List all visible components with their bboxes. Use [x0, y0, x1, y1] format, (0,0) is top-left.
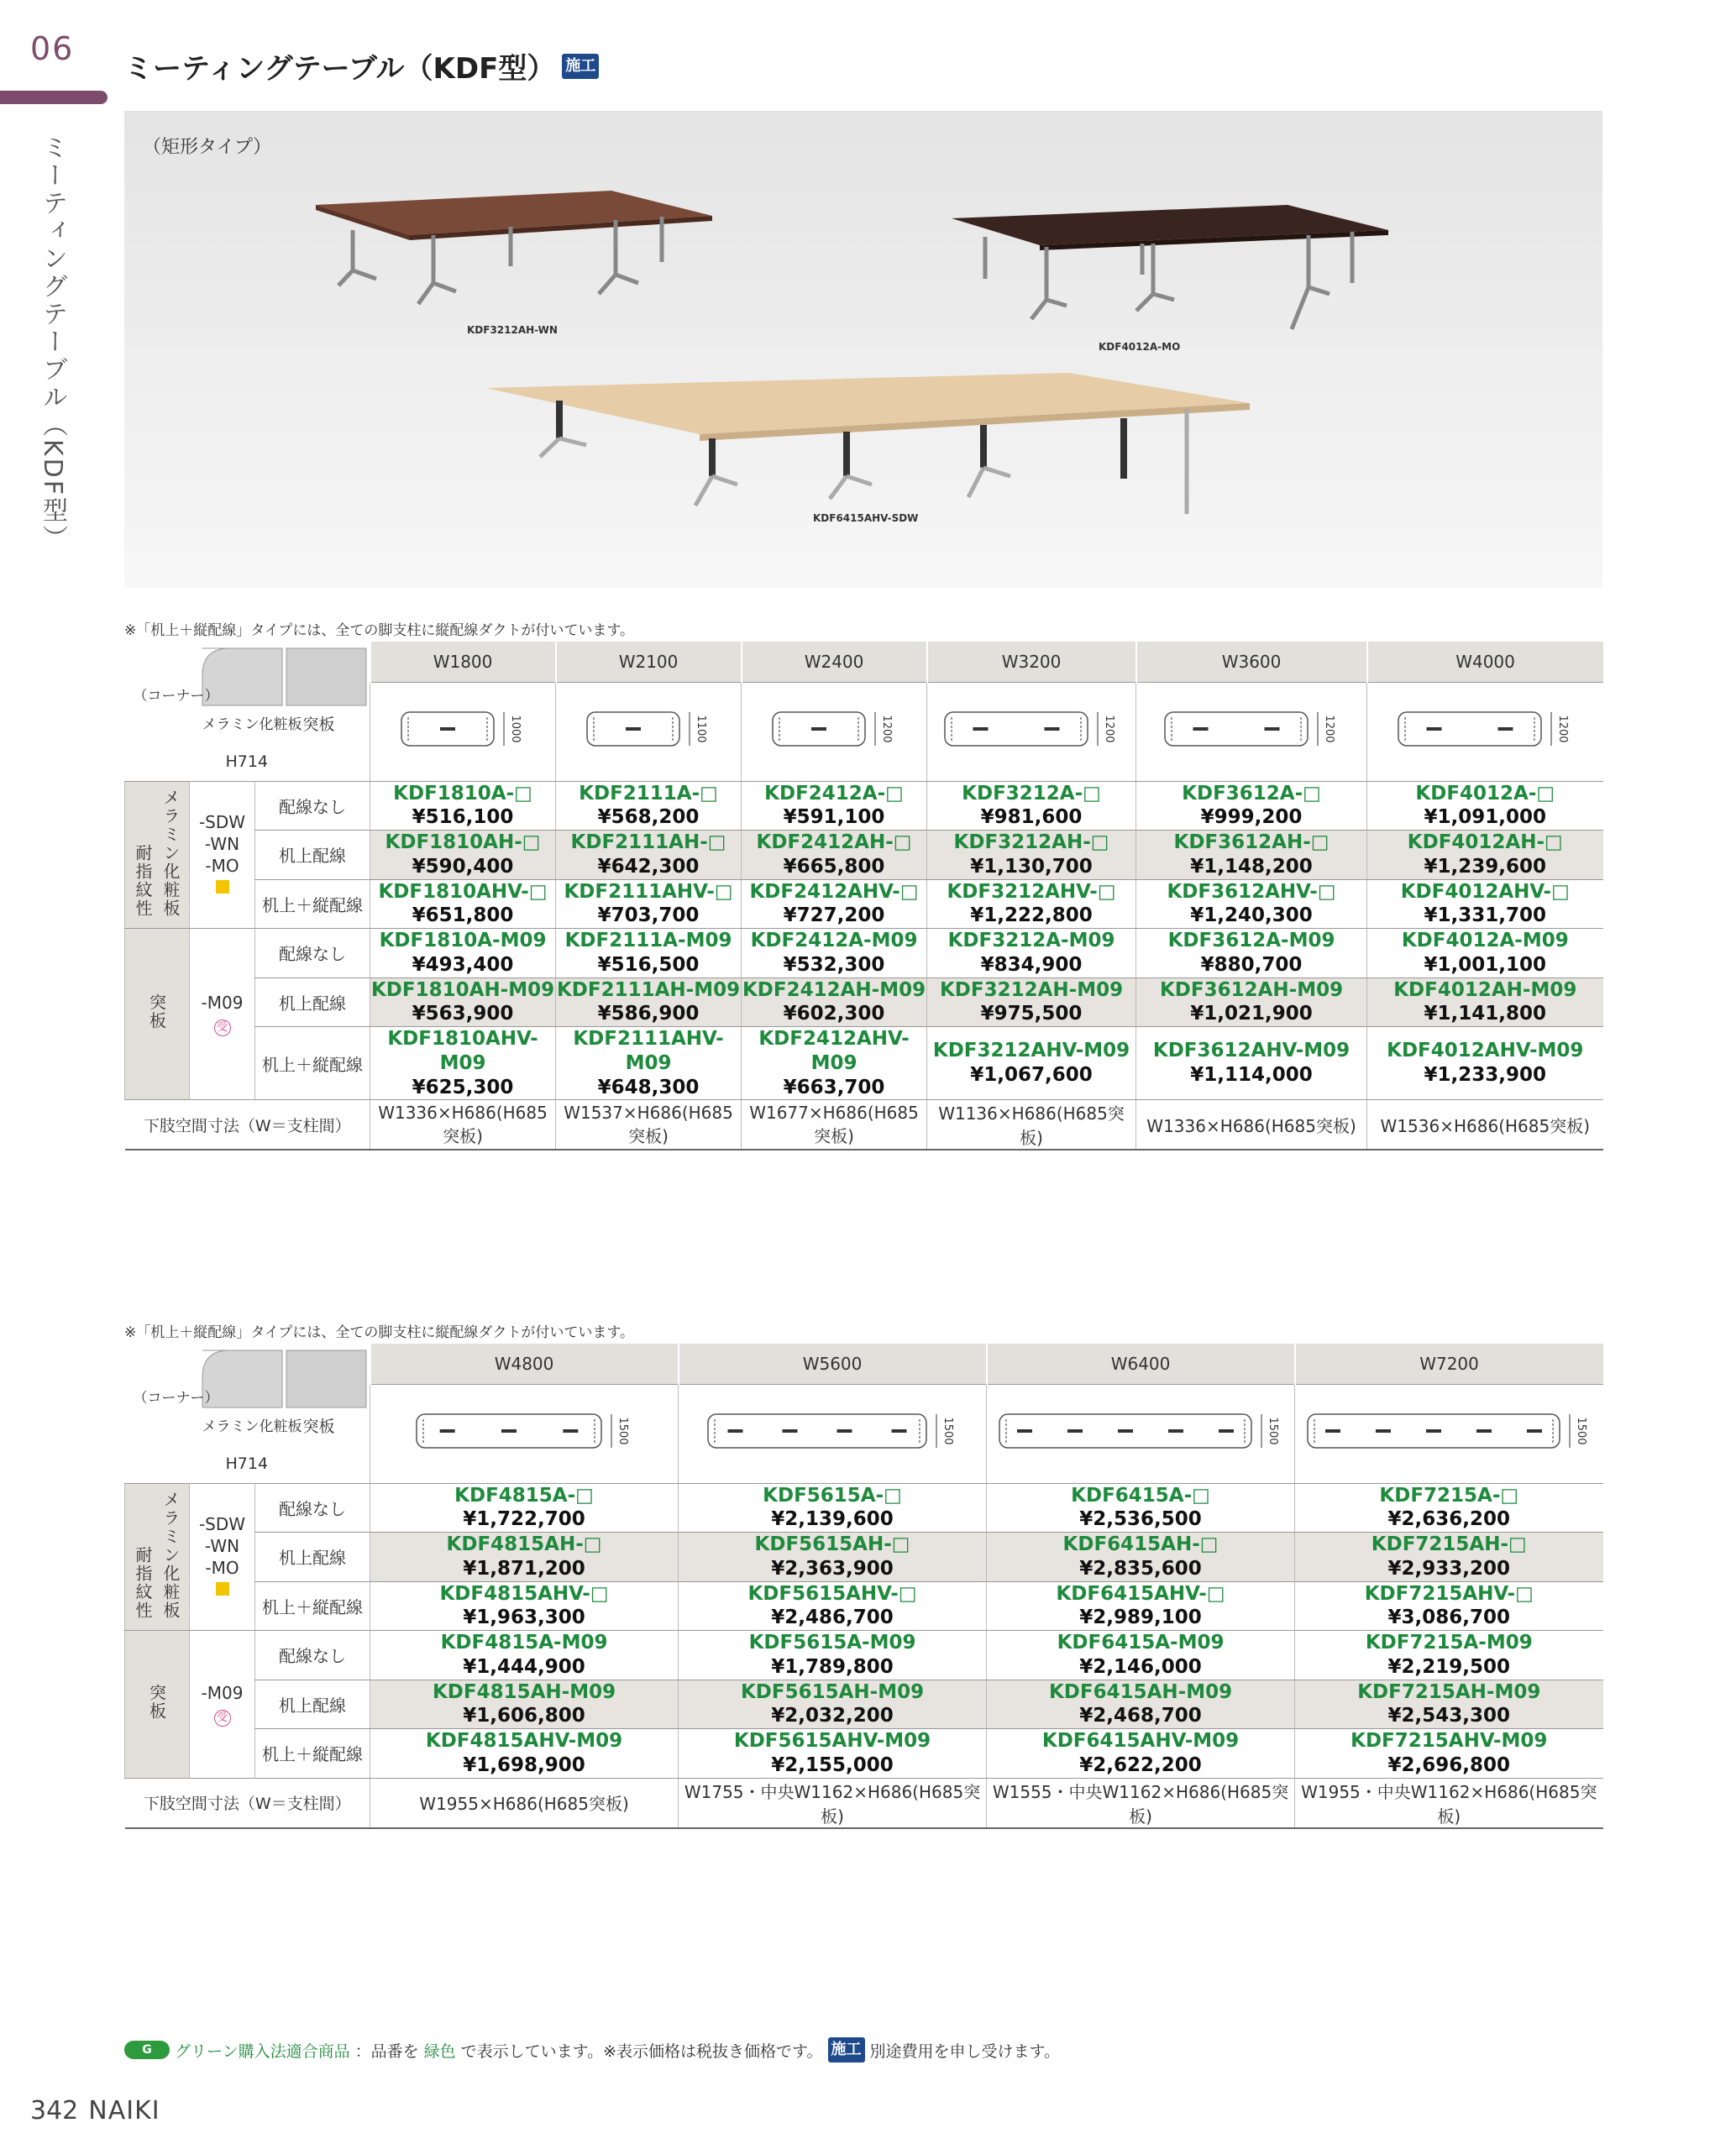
product-price: ¥2,363,900	[771, 1557, 894, 1580]
price-cell	[927, 978, 1136, 1027]
svg-text:1200: 1200	[1556, 715, 1570, 743]
product-code: KDF2412A-□	[764, 782, 904, 805]
price-cell	[987, 1680, 1295, 1729]
price-cell	[679, 1581, 987, 1631]
price-cell	[927, 831, 1136, 880]
table-plan-diagram	[771, 700, 897, 759]
wiring-type: 机上＋縦配線	[255, 1581, 370, 1631]
svg-text:1000: 1000	[509, 715, 522, 743]
product-price: ¥625,300	[412, 1076, 514, 1098]
table-plan-diagram	[706, 1402, 958, 1461]
product-code: KDF3612AHV-□	[1167, 880, 1336, 903]
product-price: ¥1,331,700	[1424, 904, 1547, 927]
product-price: ¥493,400	[412, 953, 514, 976]
wiring-type: 配線なし	[255, 1484, 370, 1533]
product-code: KDF4012AHV-□	[1400, 880, 1570, 903]
product-price: ¥516,500	[597, 953, 700, 976]
svg-text:1500: 1500	[616, 1417, 630, 1445]
price-cell	[742, 831, 927, 880]
product-price: ¥981,600	[980, 806, 1083, 829]
product-price: ¥2,536,500	[1079, 1508, 1202, 1531]
price-cell	[1136, 831, 1367, 880]
green-logo-icon: G	[124, 2041, 170, 2059]
product-price: ¥642,300	[597, 855, 700, 878]
finish-codes: -SDW -WN -MO	[198, 1514, 246, 1578]
product-price: ¥2,468,700	[1079, 1705, 1202, 1727]
product-price: ¥2,486,700	[771, 1607, 894, 1629]
product-price: ¥648,300	[597, 1076, 700, 1098]
wiring-type: 机上配線	[255, 1533, 370, 1582]
page-number: 342 NAIKI	[30, 2096, 160, 2125]
price-cell	[679, 1533, 987, 1582]
product-code: KDF4012AH-□	[1407, 831, 1563, 853]
product-code: KDF1810A-□	[393, 782, 532, 805]
finish-melamine	[190, 1484, 255, 1631]
knee-space-value: W1336×H686(H685突板)	[1136, 1100, 1367, 1151]
product-code: KDF5615A-□	[763, 1484, 902, 1507]
table-plan-diagram	[585, 700, 711, 759]
footer-text-3: 別途費用を申し受けます。	[869, 2042, 1061, 2061]
finish-code-m09: -M09	[201, 1682, 244, 1703]
product-price: ¥2,146,000	[1079, 1655, 1202, 1678]
knee-space-label: 下肢空間寸法（W＝支柱間）	[125, 1778, 370, 1828]
tsukiita-sample-label: 突板	[302, 715, 335, 734]
price-cell	[370, 831, 556, 880]
note-2: ※「机上＋縦配線」タイプには、全ての脚支柱に縦配線ダクトが付いています。	[124, 1324, 635, 1341]
price-table-1	[124, 642, 1603, 1151]
product-code: KDF4815AHV-□	[439, 1582, 609, 1605]
table-plan-diagram	[1397, 700, 1573, 759]
group-melamine	[125, 782, 190, 929]
footer-text-2: で表示しています。※表示価格は税抜き価格です。	[460, 2042, 823, 2061]
product-price: ¥2,543,300	[1387, 1705, 1511, 1727]
plan-cell	[556, 682, 742, 781]
price-cell	[1295, 1680, 1603, 1729]
plan-cell	[679, 1384, 987, 1483]
product-code: KDF7215A-□	[1379, 1484, 1519, 1507]
product-price: ¥586,900	[597, 1003, 700, 1025]
product-price: ¥1,021,900	[1190, 1003, 1313, 1025]
product-price: ¥563,900	[412, 1003, 514, 1025]
price-cell	[1136, 782, 1367, 831]
knee-space-label: 下肢空間寸法（W＝支柱間）	[125, 1100, 370, 1151]
product-code: KDF2111A-□	[579, 782, 718, 805]
group-melamine-label: メラミン化粧板	[160, 1490, 181, 1620]
price-cell	[742, 1027, 927, 1100]
price-cell	[1367, 782, 1603, 831]
group-melamine-sub: 耐指紋性	[133, 1545, 153, 1620]
svg-text:1500: 1500	[1575, 1417, 1588, 1445]
product-code: KDF2111AHV-□	[564, 880, 733, 903]
product-code: KDF2111AHV-M09	[573, 1028, 724, 1074]
price-cell	[1367, 879, 1603, 929]
svg-text:1200: 1200	[1103, 715, 1116, 743]
color-square-icon	[216, 880, 229, 894]
caption-kdf4012a: KDF4012A-MO	[1099, 341, 1181, 353]
product-price: ¥1,871,200	[463, 1557, 585, 1580]
finish-codes: -SDW -WN -MO	[198, 812, 246, 876]
price-cell	[370, 782, 556, 831]
product-code: KDF6415AH-M09	[1048, 1680, 1233, 1703]
plan-cell	[1136, 682, 1367, 781]
product-code: KDF5615A-M09	[748, 1632, 916, 1654]
corner-label: （コーナー）	[133, 688, 219, 705]
width-w5600: W5600	[679, 1344, 987, 1384]
product-photo	[124, 111, 1602, 588]
plan-cell	[987, 1384, 1295, 1483]
photo-label: （矩形タイプ）	[143, 137, 272, 158]
price-table-2	[124, 1344, 1603, 1829]
product-code: KDF5615AHV-□	[747, 1582, 917, 1605]
wiring-type: 配線なし	[255, 1631, 370, 1680]
table-plan-diagram	[415, 1402, 633, 1461]
svg-text:1200: 1200	[880, 715, 894, 743]
product-price: ¥703,700	[597, 904, 700, 927]
product-price: ¥834,900	[980, 953, 1083, 976]
melamine-sample-label: メラミン化粧板	[202, 716, 302, 733]
footer-sekou-badge: 施工	[828, 2037, 865, 2063]
product-code: KDF6415A-M09	[1057, 1632, 1225, 1654]
product-code: KDF3612AH-M09	[1159, 978, 1344, 1001]
wiring-type: 机上＋縦配線	[255, 1729, 370, 1779]
price-cell	[1295, 1581, 1603, 1631]
group-tsukiita	[125, 1631, 190, 1779]
product-code: KDF4815AH-□	[446, 1533, 602, 1555]
product-code: KDF1810AH-□	[385, 831, 541, 853]
product-price: ¥1,233,900	[1424, 1064, 1547, 1087]
width-w6400: W6400	[987, 1344, 1295, 1384]
product-code: KDF3612AH-□	[1173, 831, 1330, 853]
product-price: ¥602,300	[783, 1003, 885, 1025]
product-price: ¥663,700	[783, 1076, 885, 1098]
product-price: ¥2,219,500	[1387, 1655, 1511, 1678]
product-price: ¥1,444,900	[463, 1655, 585, 1678]
product-price: ¥665,800	[783, 855, 885, 878]
product-code: KDF6415AH-□	[1062, 1533, 1219, 1555]
product-code: KDF2412AH-M09	[742, 978, 926, 1001]
made-to-order-icon: 受	[214, 1019, 231, 1036]
product-price: ¥1,606,800	[463, 1705, 585, 1727]
price-cell	[556, 1027, 742, 1100]
price-cell	[742, 879, 927, 929]
product-code: KDF3212A-□	[962, 782, 1101, 805]
plan-cell	[742, 682, 927, 781]
footer-green-word: 緑色	[423, 2042, 456, 2061]
product-code: KDF2111AH-□	[570, 831, 726, 853]
color-square-icon	[216, 1582, 229, 1596]
price-cell	[742, 978, 927, 1027]
price-cell	[1295, 1729, 1603, 1779]
vertical-section-title: ミーティングテーブル（KDF型）	[38, 134, 67, 553]
product-code: KDF4012A-□	[1415, 782, 1555, 805]
product-price: ¥1,114,000	[1190, 1064, 1313, 1087]
corner-label-2: （コーナー）	[133, 1390, 219, 1407]
wiring-type: 机上配線	[255, 978, 370, 1027]
price-cell	[927, 1027, 1136, 1100]
product-code: KDF4815AHV-M09	[425, 1730, 623, 1752]
price-cell	[370, 1631, 679, 1680]
price-cell	[556, 782, 742, 831]
product-code: KDF2412AH-□	[756, 831, 912, 853]
price-cell	[987, 1729, 1295, 1779]
sekou-badge: 施工	[562, 54, 599, 79]
melamine-sample-label-2: メラミン化粧板	[202, 1418, 302, 1435]
product-price: ¥1,001,100	[1424, 953, 1547, 976]
product-price: ¥880,700	[1200, 953, 1303, 976]
page-title	[124, 45, 599, 86]
plan-cell	[370, 682, 556, 781]
table-plan-diagram	[998, 1402, 1283, 1461]
product-price: ¥1,130,700	[970, 855, 1093, 878]
product-price: ¥1,067,600	[970, 1064, 1093, 1087]
price-cell	[1136, 1027, 1367, 1100]
price-cell	[1367, 831, 1603, 880]
group-tsukiita-label: 突板	[146, 993, 167, 1031]
product-price: ¥1,722,700	[463, 1508, 585, 1531]
section-number: 06	[30, 30, 75, 67]
price-cell	[1367, 929, 1603, 978]
product-code: KDF4012AH-M09	[1393, 978, 1577, 1001]
product-code: KDF3212A-M09	[947, 930, 1115, 951]
price-cell	[556, 978, 742, 1027]
product-code: KDF3212AHV-□	[947, 880, 1116, 903]
wiring-type: 机上＋縦配線	[255, 1027, 370, 1100]
price-cell	[1136, 879, 1367, 929]
product-code: KDF6415AHV-□	[1056, 1582, 1225, 1605]
knee-space-value: W1755・中央W1162×H686(H685突板)	[679, 1778, 987, 1828]
table-plan-diagram	[943, 700, 1120, 759]
wiring-type: 配線なし	[255, 929, 370, 978]
width-w2400: W2400	[742, 642, 927, 682]
price-cell	[1295, 1631, 1603, 1680]
price-cell	[1295, 1533, 1603, 1582]
price-cell	[987, 1484, 1295, 1533]
product-price: ¥1,789,800	[771, 1655, 894, 1678]
finish-tsukiita	[190, 1631, 255, 1779]
plan-cell	[1295, 1384, 1603, 1483]
green-purchase-label: グリーン購入法適合商品	[175, 2042, 350, 2061]
knee-space-value: W1555・中央W1162×H686(H685突板)	[987, 1778, 1295, 1828]
price-cell	[370, 879, 556, 929]
product-price: ¥3,086,700	[1387, 1607, 1511, 1629]
wiring-type: 机上＋縦配線	[255, 879, 370, 929]
price-cell	[679, 1680, 987, 1729]
price-cell	[370, 1729, 679, 1779]
knee-space-value: W1955×H686(H685突板)	[370, 1778, 679, 1828]
caption-kdf6415ahv: KDF6415AHV-SDW	[813, 512, 919, 524]
product-price: ¥2,139,600	[771, 1508, 894, 1531]
price-cell	[556, 831, 742, 880]
plan-cell	[370, 1384, 679, 1483]
footer-text-1: ：品番を	[354, 2042, 419, 2061]
product-price: ¥2,155,000	[771, 1753, 894, 1776]
price-cell	[927, 782, 1136, 831]
price-cell	[556, 929, 742, 978]
product-code: KDF4815A-M09	[440, 1632, 608, 1654]
product-code: KDF5615AH-□	[754, 1533, 910, 1555]
product-price: ¥590,400	[412, 855, 514, 878]
price-cell	[1136, 929, 1367, 978]
made-to-order-icon: 受	[214, 1710, 231, 1727]
footer-legend	[124, 2037, 1060, 2063]
product-code: KDF5615AH-M09	[740, 1680, 925, 1703]
wiring-type: 机上配線	[255, 1680, 370, 1729]
finish-melamine	[190, 782, 255, 929]
knee-space-value: W1677×H686(H685突板)	[742, 1100, 927, 1151]
price-cell	[370, 1484, 679, 1533]
product-price: ¥999,200	[1200, 806, 1303, 829]
price-cell	[1295, 1484, 1603, 1533]
price-cell	[1136, 978, 1367, 1027]
product-code: KDF7215A-M09	[1365, 1632, 1533, 1654]
product-price: ¥1,141,800	[1424, 1003, 1547, 1025]
product-code: KDF3212AH-□	[953, 831, 1109, 853]
price-cell	[370, 1680, 679, 1729]
group-melamine-sub: 耐指紋性	[133, 843, 153, 918]
product-price: ¥2,032,200	[771, 1705, 894, 1727]
plan-cell	[1367, 682, 1603, 781]
product-code: KDF6415AHV-M09	[1041, 1730, 1240, 1752]
product-code: KDF1810A-M09	[379, 930, 547, 951]
product-code: KDF3612A-□	[1182, 782, 1321, 805]
product-code: KDF7215AH-M09	[1357, 1680, 1541, 1703]
product-code: KDF2412A-M09	[750, 930, 918, 951]
price-cell	[679, 1484, 987, 1533]
product-code: KDF3612AHV-M09	[1152, 1040, 1351, 1062]
group-melamine	[125, 1484, 190, 1631]
width-w4800: W4800	[370, 1344, 679, 1384]
product-price: ¥1,091,000	[1424, 806, 1547, 829]
svg-text:1500: 1500	[1267, 1417, 1280, 1445]
product-price: ¥1,222,800	[970, 904, 1093, 927]
product-code: KDF2412AHV-M09	[758, 1028, 910, 1074]
tsukiita-sample-label-2: 突板	[302, 1418, 335, 1436]
product-code: KDF7215AH-□	[1371, 1533, 1527, 1555]
plan-cell	[927, 682, 1136, 781]
price-cell	[679, 1631, 987, 1680]
price-cell	[679, 1729, 987, 1779]
product-price: ¥1,148,200	[1190, 855, 1313, 878]
width-w2100: W2100	[556, 642, 742, 682]
wiring-type: 配線なし	[255, 782, 370, 831]
height-label-2: H714	[225, 1455, 269, 1473]
product-price: ¥2,989,100	[1079, 1607, 1202, 1629]
product-code: KDF3612A-M09	[1167, 930, 1335, 951]
width-w3200: W3200	[927, 642, 1136, 682]
knee-space-value: W1536×H686(H685突板)	[1367, 1100, 1603, 1151]
product-price: ¥532,300	[783, 953, 885, 976]
product-price: ¥516,100	[412, 806, 514, 829]
product-code: KDF1810AH-M09	[370, 978, 555, 1001]
product-code: KDF2111AH-M09	[556, 978, 741, 1001]
brand: NAIKI	[88, 2096, 160, 2125]
page-title-text: ミーティングテーブル（KDF型）	[124, 52, 556, 86]
product-code: KDF6415A-□	[1071, 1484, 1210, 1507]
knee-space-value: W1537×H686(H685突板)	[556, 1100, 742, 1151]
price-cell	[927, 879, 1136, 929]
svg-text:1200: 1200	[1323, 715, 1336, 743]
product-code: KDF2111A-M09	[564, 930, 732, 951]
product-price: ¥727,200	[783, 904, 885, 927]
price-cell	[556, 879, 742, 929]
width-w3600: W3600	[1136, 642, 1367, 682]
product-price: ¥1,698,900	[463, 1753, 585, 1776]
width-w1800: W1800	[370, 642, 556, 682]
price-cell	[987, 1631, 1295, 1680]
product-price: ¥1,239,600	[1424, 855, 1547, 878]
product-code: KDF4815A-□	[454, 1484, 594, 1507]
price-cell	[370, 1581, 679, 1631]
product-price: ¥568,200	[597, 806, 700, 829]
product-code: KDF1810AHV-M09	[387, 1028, 538, 1074]
product-code: KDF4815AH-M09	[432, 1680, 616, 1703]
knee-space-value: W1955・中央W1162×H686(H685突板)	[1295, 1778, 1603, 1828]
finish-tsukiita	[190, 929, 255, 1100]
product-price: ¥975,500	[980, 1003, 1083, 1025]
note-1: ※「机上＋縦配線」タイプには、全ての脚支柱に縦配線ダクトが付いています。	[124, 622, 635, 639]
product-code: KDF7215AHV-□	[1364, 1582, 1534, 1605]
product-price: ¥2,933,200	[1387, 1557, 1511, 1580]
product-code: KDF7215AHV-M09	[1351, 1730, 1548, 1752]
caption-kdf3212ah: KDF3212AH-WN	[467, 324, 558, 336]
table-plan-diagram	[1306, 1402, 1592, 1461]
height-label: H714	[225, 752, 269, 771]
product-price: ¥1,240,300	[1190, 904, 1313, 927]
group-tsukiita	[125, 929, 190, 1100]
price-cell	[742, 782, 927, 831]
product-price: ¥2,636,200	[1387, 1508, 1511, 1531]
product-price: ¥1,963,300	[463, 1607, 585, 1629]
width-w4000: W4000	[1367, 642, 1603, 682]
product-code: KDF4012A-M09	[1401, 930, 1569, 951]
table-plan-diagram	[400, 700, 526, 759]
group-tsukiita-label: 突板	[146, 1683, 167, 1721]
price-cell	[370, 929, 556, 978]
svg-text:1500: 1500	[941, 1417, 955, 1445]
price-cell	[370, 1027, 556, 1100]
product-code: KDF5615AHV-M09	[733, 1730, 931, 1752]
finish-code-m09: -M09	[201, 993, 244, 1014]
product-price: ¥591,100	[783, 806, 885, 829]
product-code: KDF2412AHV-□	[749, 880, 919, 903]
price-cell	[987, 1581, 1295, 1631]
product-code: KDF1810AHV-□	[378, 880, 548, 903]
knee-space-value: W1336×H686(H685突板)	[370, 1100, 556, 1151]
product-code: KDF4012AHV-M09	[1387, 1040, 1584, 1062]
price-cell	[1367, 978, 1603, 1027]
product-code: KDF3212AH-M09	[939, 978, 1124, 1001]
wiring-type: 机上配線	[255, 831, 370, 880]
price-cell	[370, 978, 556, 1027]
price-cell	[370, 1533, 679, 1582]
price-cell	[742, 929, 927, 978]
knee-space-value: W1136×H686(H685突板)	[927, 1100, 1136, 1151]
section-bar	[0, 91, 108, 104]
product-price: ¥651,800	[412, 904, 514, 927]
price-cell	[987, 1533, 1295, 1582]
table-plan-diagram	[1163, 700, 1340, 759]
product-code: KDF3212AHV-M09	[932, 1040, 1130, 1062]
price-cell	[927, 929, 1136, 978]
group-melamine-label: メラミン化粧板	[160, 788, 181, 918]
svg-text:1100: 1100	[695, 715, 708, 743]
product-price: ¥2,696,800	[1387, 1753, 1511, 1776]
width-w7200: W7200	[1295, 1344, 1603, 1384]
price-cell	[1367, 1027, 1603, 1100]
product-price: ¥2,835,600	[1079, 1557, 1202, 1580]
product-price: ¥2,622,200	[1079, 1753, 1202, 1776]
